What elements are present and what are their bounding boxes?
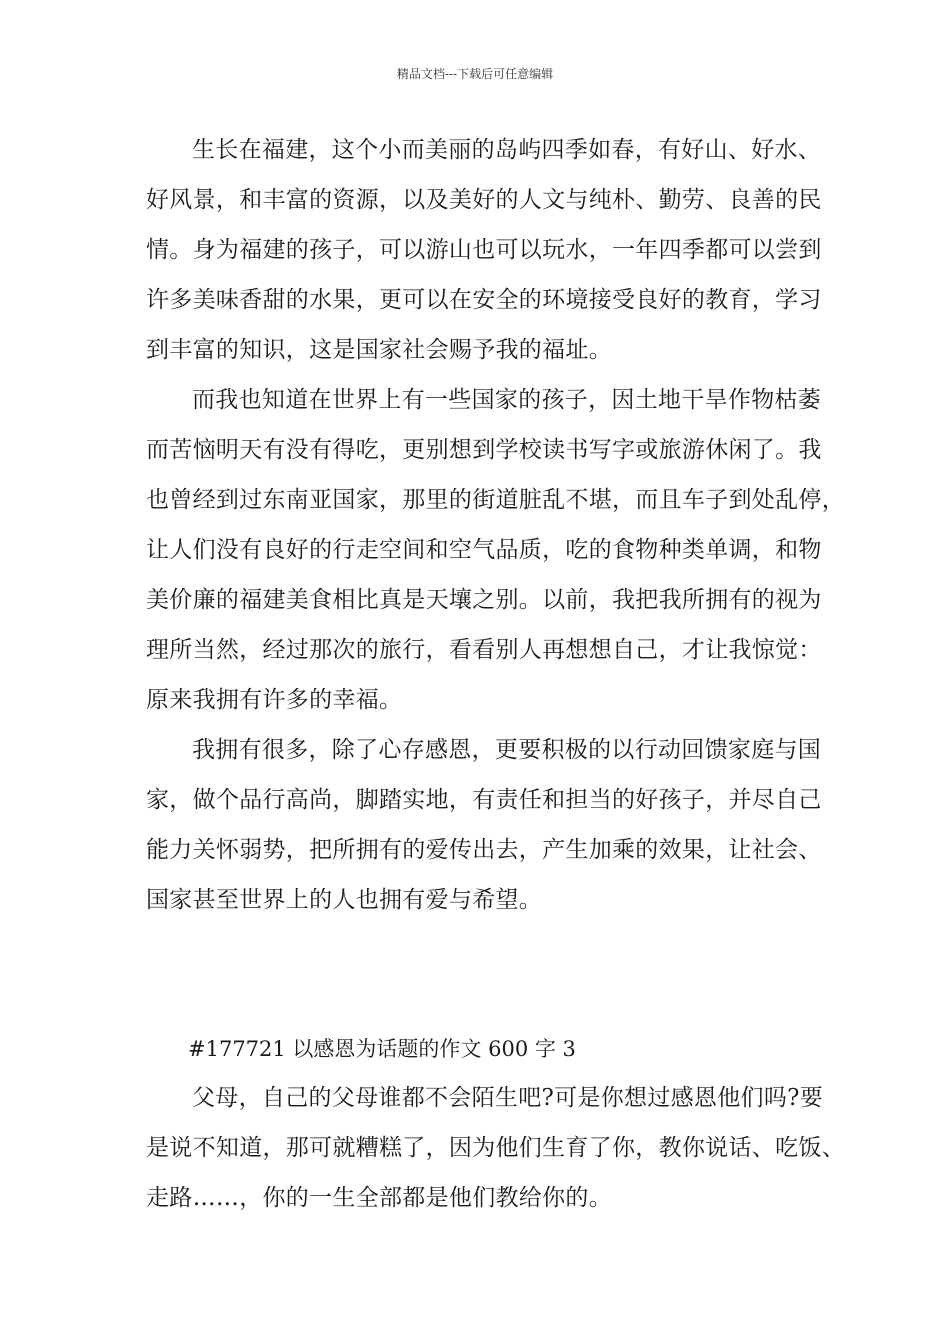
paragraph-1-line-2: 好风景，和丰富的资源，以及美好的人文与纯朴、勤劳、良善的民 — [146, 187, 822, 213]
paragraph-1-line-3: 情。身为福建的孩子，可以游山也可以玩水，一年四季都可以尝到 — [146, 237, 822, 263]
page-header: 精品文档---下载后可任意编辑 — [396, 67, 554, 81]
paragraph-2-line-7: 原来我拥有许多的幸福。 — [146, 687, 403, 713]
paragraph-2-line-3: 也曾经到过东南亚国家，那里的街道脏乱不堪，而且车子到处乱停， — [146, 487, 845, 513]
paragraph-4-line-2: 是说不知道，那可就糟糕了，因为他们生育了你，教你说话、吃饭、 — [146, 1135, 845, 1161]
paragraph-3-line-4: 国家甚至世界上的人也拥有爱与希望。 — [146, 887, 543, 913]
paragraph-2-line-6: 理所当然，经过那次的旅行，看看别人再想想自己，才让我惊觉： — [146, 637, 822, 663]
paragraph-2-line-2: 而苦恼明天有没有得吃，更别想到学校读书写字或旅游休闲了。我 — [146, 437, 822, 463]
paragraph-3-line-1: 我拥有很多，除了心存感恩，更要积极的以行动回馈家庭与国 — [192, 737, 822, 763]
paragraph-2-line-1: 而我也知道在世界上有一些国家的孩子，因土地干旱作物枯萎 — [192, 387, 822, 413]
paragraph-4-line-3: 走路……，你的一生全部都是他们教给你的。 — [146, 1185, 612, 1211]
paragraph-2-line-4: 让人们没有良好的行走空间和空气品质，吃的食物种类单调，和物 — [146, 537, 822, 563]
paragraph-1-line-5: 到丰富的知识，这是国家社会赐予我的福址。 — [146, 337, 612, 363]
paragraph-2-line-5: 美价廉的福建美食相比真是天壤之别。以前，我把我所拥有的视为 — [146, 587, 822, 613]
paragraph-4-line-1: 父母，自己的父母谁都不会陌生吧?可是你想过感恩他们吗?要 — [192, 1085, 824, 1111]
paragraph-3-line-3: 能力关怀弱势，把所拥有的爱传出去，产生加乘的效果，让社会、 — [146, 837, 822, 863]
paragraph-1-line-4: 许多美味香甜的水果，更可以在安全的环境接受良好的教育，学习 — [146, 287, 822, 313]
paragraph-3-line-2: 家，做个品行高尚，脚踏实地，有责任和担当的好孩子，并尽自己 — [146, 787, 822, 813]
section-heading: #177721 以感恩为话题的作文 600 字 3 — [188, 1037, 576, 1061]
paragraph-1-line-1: 生长在福建，这个小而美丽的岛屿四季如春，有好山、好水、 — [192, 137, 822, 163]
